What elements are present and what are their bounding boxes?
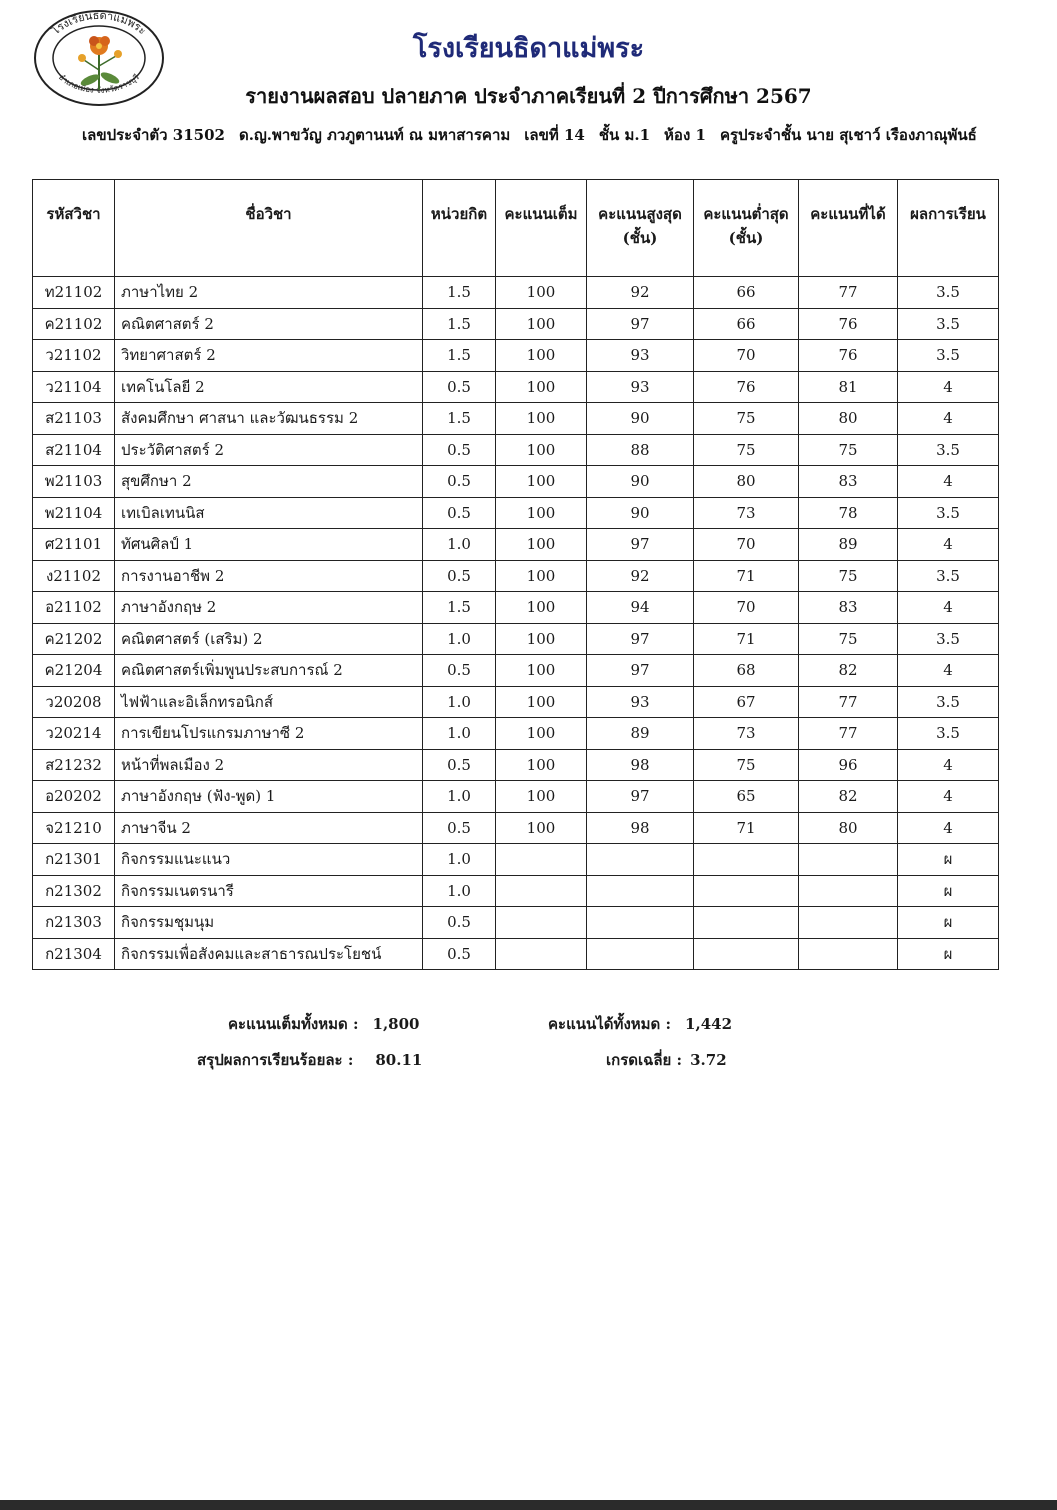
table-row xyxy=(33,655,999,687)
cell-subject-code: ก21302 xyxy=(33,875,115,907)
svg-text:โรงเรียนธิดาแม่พระ: โรงเรียนธิดาแม่พระ xyxy=(49,8,149,38)
cell-full-score: 100 xyxy=(496,560,587,592)
cell-subject-name: ภาษาอังกฤษ (ฟัง-พูด) 1 xyxy=(115,781,423,813)
cell-subject-code: ก21303 xyxy=(33,907,115,939)
cell-subject-code: ค21102 xyxy=(33,308,115,340)
table-row xyxy=(33,434,999,466)
cell-grade: 3.5 xyxy=(898,686,999,718)
report-title: รายงานผลสอบ ปลายภาค ประจำภาคเรียนที่ 2 ปีการศึกษา 2567 xyxy=(245,84,812,108)
school-name: โรงเรียนธิดาแม่พระ xyxy=(412,33,645,64)
cell-grade: 3.5 xyxy=(898,277,999,309)
cell-subject-name: คณิตศาสตร์ 2 xyxy=(115,308,423,340)
cell-credits: 1.5 xyxy=(423,403,496,435)
table-row xyxy=(33,781,999,813)
cell-full-score: 100 xyxy=(496,308,587,340)
header-grade: ผลการเรียน xyxy=(898,180,999,277)
cell-grade: 4 xyxy=(898,529,999,561)
cell-subject-name: การเขียนโปรแกรมภาษาซี 2 xyxy=(115,718,423,750)
cell-subject-code: ค21204 xyxy=(33,655,115,687)
cell-grade: 4 xyxy=(898,403,999,435)
cell-max-score: 92 xyxy=(587,560,694,592)
cell-grade: 4 xyxy=(898,781,999,813)
cell-credits: 1.5 xyxy=(423,592,496,624)
table-row xyxy=(33,749,999,781)
cell-max-score: 97 xyxy=(587,623,694,655)
cell-subject-code: ว20214 xyxy=(33,718,115,750)
cell-subject-name: กิจกรรมชุมนุม xyxy=(115,907,423,939)
cell-score xyxy=(799,938,898,970)
cell-grade: 4 xyxy=(898,466,999,498)
cell-max-score xyxy=(587,938,694,970)
cell-grade: ผ xyxy=(898,907,999,939)
table-row xyxy=(33,938,999,970)
cell-min-score: 75 xyxy=(694,403,799,435)
cell-max-score: 97 xyxy=(587,529,694,561)
cell-min-score: 75 xyxy=(694,434,799,466)
cell-credits: 0.5 xyxy=(423,434,496,466)
cell-min-score: 76 xyxy=(694,371,799,403)
cell-full-score: 100 xyxy=(496,686,587,718)
cell-subject-name: สังคมศึกษา ศาสนา และวัฒนธรรม 2 xyxy=(115,403,423,435)
cell-full-score: 100 xyxy=(496,371,587,403)
bottom-bar xyxy=(0,1500,1057,1510)
cell-max-score: 93 xyxy=(587,371,694,403)
cell-min-score: 68 xyxy=(694,655,799,687)
table-row xyxy=(33,875,999,907)
cell-max-score: 98 xyxy=(587,749,694,781)
cell-grade: 3.5 xyxy=(898,308,999,340)
cell-grade: ผ xyxy=(898,844,999,876)
header-min-score: คะแนนต่ำสุด (ชั้น) xyxy=(694,180,799,277)
cell-credits: 1.0 xyxy=(423,844,496,876)
cell-credits: 0.5 xyxy=(423,812,496,844)
cell-credits: 1.0 xyxy=(423,875,496,907)
cell-credits: 0.5 xyxy=(423,497,496,529)
cell-subject-name: หน้าที่พลเมือง 2 xyxy=(115,749,423,781)
table-row xyxy=(33,812,999,844)
cell-full-score: 100 xyxy=(496,749,587,781)
cell-score: 83 xyxy=(799,592,898,624)
header-credits: หน่วยกิต xyxy=(423,180,496,277)
cell-full-score: 100 xyxy=(496,277,587,309)
cell-min-score: 70 xyxy=(694,340,799,372)
student-room: ห้อง 1 xyxy=(664,126,706,144)
cell-subject-code: อ21102 xyxy=(33,592,115,624)
cell-score: 75 xyxy=(799,623,898,655)
cell-full-score: 100 xyxy=(496,623,587,655)
cell-subject-code: จ21210 xyxy=(33,812,115,844)
cell-grade: ผ xyxy=(898,938,999,970)
cell-score: 89 xyxy=(799,529,898,561)
table-row xyxy=(33,371,999,403)
cell-full-score xyxy=(496,907,587,939)
cell-score: 82 xyxy=(799,655,898,687)
cell-min-score xyxy=(694,907,799,939)
table-row xyxy=(33,907,999,939)
table-row xyxy=(33,529,999,561)
cell-subject-code: ส21232 xyxy=(33,749,115,781)
cell-full-score: 100 xyxy=(496,781,587,813)
cell-max-score: 90 xyxy=(587,466,694,498)
header-score: คะแนนที่ได้ xyxy=(799,180,898,277)
cell-subject-code: ก21304 xyxy=(33,938,115,970)
cell-full-score: 100 xyxy=(496,434,587,466)
cell-full-score: 100 xyxy=(496,340,587,372)
cell-max-score: 97 xyxy=(587,308,694,340)
cell-full-score: 100 xyxy=(496,812,587,844)
cell-score: 96 xyxy=(799,749,898,781)
summary-total-full xyxy=(228,1012,420,1036)
cell-full-score xyxy=(496,875,587,907)
cell-credits: 0.5 xyxy=(423,466,496,498)
cell-subject-name: ภาษาจีน 2 xyxy=(115,812,423,844)
cell-subject-name: คณิตศาสตร์เพิ่มพูนประสบการณ์ 2 xyxy=(115,655,423,687)
cell-max-score: 97 xyxy=(587,655,694,687)
cell-subject-name: กิจกรรมแนะแนว xyxy=(115,844,423,876)
header-max-score: คะแนนสูงสุด (ชั้น) xyxy=(587,180,694,277)
cell-credits: 1.5 xyxy=(423,340,496,372)
header-full-score: คะแนนเต็ม xyxy=(496,180,587,277)
cell-subject-code: ค21202 xyxy=(33,623,115,655)
summary-total-got-label: คะแนนได้ทั้งหมด : xyxy=(548,1015,672,1033)
cell-max-score xyxy=(587,907,694,939)
cell-subject-name: กิจกรรมเพื่อสังคมและสาธารณประโยชน์ xyxy=(115,938,423,970)
cell-subject-name: วิทยาศาสตร์ 2 xyxy=(115,340,423,372)
table-row xyxy=(33,623,999,655)
table-row xyxy=(33,560,999,592)
student-name: ด.ญ.พาขวัญ ภวภูตานนท์ ณ มหาสารคาม xyxy=(239,126,511,144)
cell-score: 76 xyxy=(799,308,898,340)
cell-subject-name: เทคโนโลยี 2 xyxy=(115,371,423,403)
student-class: ชั้น ม.1 xyxy=(598,126,651,144)
cell-score: 77 xyxy=(799,277,898,309)
cell-score: 82 xyxy=(799,781,898,813)
summary-gpa-label: เกรดเฉลี่ย : xyxy=(606,1051,683,1069)
cell-credits: 1.0 xyxy=(423,718,496,750)
cell-credits: 0.5 xyxy=(423,938,496,970)
cell-subject-name: เทเบิลเทนนิส xyxy=(115,497,423,529)
cell-grade: 3.5 xyxy=(898,340,999,372)
cell-grade: 3.5 xyxy=(898,718,999,750)
cell-min-score: 73 xyxy=(694,718,799,750)
cell-min-score: 71 xyxy=(694,560,799,592)
cell-credits: 1.5 xyxy=(423,308,496,340)
cell-full-score xyxy=(496,844,587,876)
cell-max-score xyxy=(587,875,694,907)
cell-subject-name: ภาษาไทย 2 xyxy=(115,277,423,309)
cell-full-score: 100 xyxy=(496,403,587,435)
header-subject-name: ชื่อวิชา xyxy=(115,180,423,277)
cell-score: 78 xyxy=(799,497,898,529)
cell-score: 76 xyxy=(799,340,898,372)
cell-min-score: 71 xyxy=(694,812,799,844)
cell-credits: 0.5 xyxy=(423,371,496,403)
cell-grade: 4 xyxy=(898,812,999,844)
cell-grade: 4 xyxy=(898,371,999,403)
summary-total-got xyxy=(548,1012,732,1036)
cell-full-score: 100 xyxy=(496,718,587,750)
cell-min-score: 80 xyxy=(694,466,799,498)
table-row xyxy=(33,277,999,309)
cell-subject-code: ว21104 xyxy=(33,371,115,403)
cell-full-score: 100 xyxy=(496,497,587,529)
cell-full-score: 100 xyxy=(496,466,587,498)
cell-max-score xyxy=(587,844,694,876)
table-row xyxy=(33,497,999,529)
cell-grade: 3.5 xyxy=(898,560,999,592)
cell-max-score: 93 xyxy=(587,340,694,372)
table-row xyxy=(33,686,999,718)
cell-min-score xyxy=(694,938,799,970)
cell-max-score: 94 xyxy=(587,592,694,624)
table-row xyxy=(33,592,999,624)
cell-score: 77 xyxy=(799,686,898,718)
cell-grade: 3.5 xyxy=(898,623,999,655)
cell-max-score: 92 xyxy=(587,277,694,309)
cell-max-score: 90 xyxy=(587,403,694,435)
cell-grade: 4 xyxy=(898,592,999,624)
cell-credits: 1.0 xyxy=(423,686,496,718)
cell-subject-code: ส21104 xyxy=(33,434,115,466)
grades-table xyxy=(32,179,999,970)
table-row xyxy=(33,403,999,435)
table-header-row xyxy=(33,180,999,277)
table-row xyxy=(33,340,999,372)
cell-grade: ผ xyxy=(898,875,999,907)
cell-full-score: 100 xyxy=(496,655,587,687)
summary-gpa-value: 3.72 xyxy=(690,1051,727,1069)
cell-score: 80 xyxy=(799,812,898,844)
summary-total-got-value: 1,442 xyxy=(685,1015,733,1033)
cell-credits: 0.5 xyxy=(423,749,496,781)
cell-subject-name: คณิตศาสตร์ (เสริม) 2 xyxy=(115,623,423,655)
cell-subject-name: ทัศนศิลป์ 1 xyxy=(115,529,423,561)
summary-percent xyxy=(197,1048,422,1072)
cell-subject-code: อ20202 xyxy=(33,781,115,813)
student-id: เลขประจำตัว 31502 xyxy=(82,126,225,144)
cell-subject-name: ภาษาอังกฤษ 2 xyxy=(115,592,423,624)
cell-max-score: 89 xyxy=(587,718,694,750)
summary-gpa xyxy=(606,1048,727,1072)
header-subject-code: รหัสวิชา xyxy=(33,180,115,277)
cell-full-score: 100 xyxy=(496,529,587,561)
student-info xyxy=(82,123,1042,147)
cell-subject-code: ว21102 xyxy=(33,340,115,372)
cell-subject-code: ท21102 xyxy=(33,277,115,309)
cell-subject-name: กิจกรรมเนตรนารี xyxy=(115,875,423,907)
cell-subject-name: สุขศึกษา 2 xyxy=(115,466,423,498)
cell-max-score: 93 xyxy=(587,686,694,718)
cell-credits: 0.5 xyxy=(423,560,496,592)
cell-min-score: 67 xyxy=(694,686,799,718)
cell-score: 81 xyxy=(799,371,898,403)
cell-min-score: 66 xyxy=(694,277,799,309)
summary-percent-value: 80.11 xyxy=(375,1051,423,1069)
cell-score xyxy=(799,907,898,939)
cell-min-score: 73 xyxy=(694,497,799,529)
cell-grade: 4 xyxy=(898,655,999,687)
cell-score: 75 xyxy=(799,434,898,466)
cell-credits: 1.0 xyxy=(423,781,496,813)
cell-subject-name: ไฟฟ้าและอิเล็กทรอนิกส์ xyxy=(115,686,423,718)
cell-credits: 1.0 xyxy=(423,623,496,655)
table-row xyxy=(33,844,999,876)
cell-credits: 1.0 xyxy=(423,529,496,561)
homeroom-teacher: ครูประจำชั้น นาย สุเชาว์ เรืองภาณุพันธ์ xyxy=(719,126,977,144)
cell-subject-code: ศ21101 xyxy=(33,529,115,561)
cell-min-score: 66 xyxy=(694,308,799,340)
table-row xyxy=(33,718,999,750)
student-number: เลขที่ 14 xyxy=(524,126,585,144)
cell-min-score: 75 xyxy=(694,749,799,781)
cell-min-score: 71 xyxy=(694,623,799,655)
cell-min-score: 65 xyxy=(694,781,799,813)
cell-score xyxy=(799,844,898,876)
cell-max-score: 98 xyxy=(587,812,694,844)
summary-total-full-label: คะแนนเต็มทั้งหมด : xyxy=(228,1015,359,1033)
cell-subject-code: พ21103 xyxy=(33,466,115,498)
cell-score: 83 xyxy=(799,466,898,498)
cell-grade: 3.5 xyxy=(898,497,999,529)
cell-score: 77 xyxy=(799,718,898,750)
cell-full-score: 100 xyxy=(496,592,587,624)
table-row xyxy=(33,308,999,340)
summary-total-full-value: 1,800 xyxy=(372,1015,420,1033)
cell-max-score: 97 xyxy=(587,781,694,813)
cell-credits: 1.5 xyxy=(423,277,496,309)
cell-grade: 4 xyxy=(898,749,999,781)
svg-text:อำเภอเมือง จังหวัดราชบุรี: อำเภอเมือง จังหวัดราชบุรี xyxy=(56,72,141,95)
cell-subject-code: ส21103 xyxy=(33,403,115,435)
cell-subject-code: ง21102 xyxy=(33,560,115,592)
cell-min-score xyxy=(694,844,799,876)
cell-score: 75 xyxy=(799,560,898,592)
cell-subject-code: พ21104 xyxy=(33,497,115,529)
summary-percent-label: สรุปผลการเรียนร้อยละ : xyxy=(197,1051,354,1069)
cell-grade: 3.5 xyxy=(898,434,999,466)
cell-subject-code: ก21301 xyxy=(33,844,115,876)
cell-min-score: 70 xyxy=(694,592,799,624)
cell-subject-name: ประวัติศาสตร์ 2 xyxy=(115,434,423,466)
cell-min-score: 70 xyxy=(694,529,799,561)
cell-subject-code: ว20208 xyxy=(33,686,115,718)
cell-credits: 0.5 xyxy=(423,907,496,939)
cell-subject-name: การงานอาชีพ 2 xyxy=(115,560,423,592)
cell-score xyxy=(799,875,898,907)
cell-min-score xyxy=(694,875,799,907)
cell-score: 80 xyxy=(799,403,898,435)
cell-max-score: 90 xyxy=(587,497,694,529)
cell-full-score xyxy=(496,938,587,970)
cell-max-score: 88 xyxy=(587,434,694,466)
table-row xyxy=(33,466,999,498)
cell-credits: 0.5 xyxy=(423,655,496,687)
